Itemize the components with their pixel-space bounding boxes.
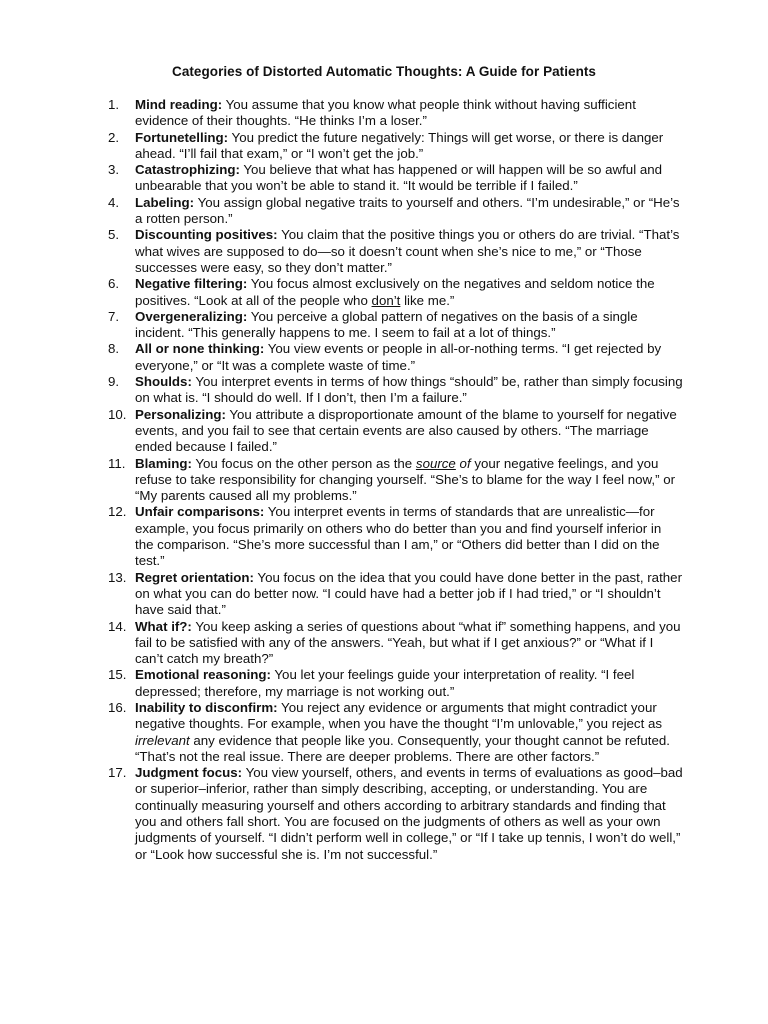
item-term: Personalizing: [135, 406, 226, 422]
document-title: Categories of Distorted Automatic Thoughts: A Guide for Patients [172, 64, 596, 79]
list-item: 17. Judgment focus: You view yourself, others, and events in terms of evaluations as good–bad or superior–inferior, rather than simply describing, accepting, or understanding. You are continually measuring yourself and others according to arbitrary standards and finding that you and others fall short. You are focused on the judgments of others as well as your own judgments of yourself. “I didn’t perform well in college,” or “If I take up tennis, I won’t do well,” or “Look how successful she is. I’m not successful.” [108, 765, 683, 862]
item-term: Catastrophizing: [135, 162, 240, 178]
list-item: 9. Shoulds: You interpret events in terms of how things “should” be, rather than simply focusing on what is. “I should do well. If I don’t, then I’m a failure.” [108, 374, 683, 406]
emphasis-underline: don’t [371, 292, 401, 308]
item-text: You predict the future negatively: Things will get worse, or there is danger ahead. “I’ll fail that exam,” or “I won’t get the job.” [135, 129, 664, 161]
list-item: 12. Unfair comparisons: You interpret events in terms of standards that are unrealistic—for example, you focus primarily on others who do better than you and find yourself inferior in the comparison. “She’s more successful than I am,” or “Others did better than I did on the test.” [108, 504, 662, 569]
item-text: You focus on the other person as the [195, 455, 413, 471]
item-text: You let your feelings guide your interpretation of reality. “I feel depressed; therefore, my marriage is not working out.” [135, 667, 635, 699]
list-item: 2. Fortunetelling: You predict the future negatively: Things will get worse, or there is danger ahead. “I’ll fail that exam,” or “I won’t get the job.” [108, 129, 664, 161]
item-term: Fortunetelling: [135, 129, 229, 145]
item-text: any evidence that people like you. Consequently, your thought cannot be refuted. “That’s not the real issue. There are deeper problems. There are other factors.” [135, 732, 670, 764]
list-item: 4. Labeling: You assign global negative traits to yourself and others. “I’m undesirable,” or “He’s a rotten person.” [108, 194, 680, 227]
emphasis-italic: of [459, 455, 471, 471]
list-item: 10. Personalizing: You attribute a disproportionate amount of the blame to yourself for negative events, and you fail to see that certain events are also caused by others. “The marriage ended because I failed.” [108, 406, 677, 455]
item-text: You focus on the idea that you could have done better in the past, rather on what you can do better now. “I could have had a better job if I had tried,” or “I shouldn’t have said that.” [135, 569, 682, 618]
item-text: like me.” [404, 292, 455, 308]
item-term: All or none thinking: [135, 341, 265, 357]
item-text: You claim that the positive things you or others do are trivial. “That’s what wives are supposed to do—so it doesn’t count when she’s nice to me,” or “Those successes were easy, so they don’t matter.” [135, 227, 680, 275]
item-text: You interpret events in terms of standards that are unrealistic—for example, you focus primarily on others who do better than you and find yourself inferior in the comparison. “She’s more successful than I am,” or “Others did better than I did on the test.” [135, 504, 662, 569]
list-item: 16. Inability to disconfirm: You reject any evidence or arguments that might contradict your negative thoughts. For example, when you have the thought “I’m unlovable,” you reject as irrelevant any evidence that people like you. Consequently, your thought cannot be refuted. “That’s not the real issue. There are deeper problems. There are other factors.” [108, 699, 670, 764]
item-term: What if?: [135, 618, 192, 634]
item-text: You interpret events in terms of how things “should” be, rather than simply focusing on what is. “I should do well. If I don’t, then I’m a failure.” [135, 374, 683, 406]
item-text: You view yourself, others, and events in terms of evaluations as good–bad or superior–inferior, rather than simply describing, accepting, or understanding. You are continually measuring yourself and others according to arbitrary standards and finding that you and others fall short. You are focused on the judgments of others as well as your own judgments of yourself. “I didn’t perform well in college,” or “If I take up tennis, I won’t do well,” or “Look how successful she is. I’m not successful.” [135, 765, 683, 862]
item-text: You believe that what has happened or will happen will be so awful and unbearable that you won’t be able to stand it. “It would be terrible if I failed.” [135, 162, 663, 194]
item-term: Overgeneralizing: [135, 308, 248, 324]
item-term: Negative filtering: [135, 276, 248, 292]
item-text: You assume that you know what people think without having sufficient evidence of their thoughts. “He thinks I’m a loser.” [135, 97, 636, 129]
item-term: Mind reading: [135, 97, 223, 112]
item-text: your negative feelings, and you refuse to take responsibility for changing yourself. “She’s to blame for the way I feel now,” or “My parents caused all my problems.” [135, 455, 676, 504]
item-text: You perceive a global pattern of negatives on the basis of a single incident. “This generally happens to me. I seem to fail at a lot of things.” [135, 308, 638, 341]
list-item: 8. All or none thinking: You view events or people in all-or-nothing terms. “I get rejected by everyone,” or “It was a complete waste of time.” [108, 341, 662, 373]
list-item: 14. What if?: You keep asking a series of questions about “what if” something happens, and you fail to be satisfied with any of the answers. “Yeah, but what if I get anxious?” or “What if I can’t catch my breath?” [108, 618, 681, 667]
item-term: Inability to disconfirm: [135, 699, 278, 715]
item-text: You attribute a disproportionate amount of the blame to yourself for negative events, and you fail to see that certain events are also caused by others. “The marriage ended because I failed.” [135, 406, 677, 455]
distortion-list [108, 97, 683, 863]
item-text: You assign global negative traits to yourself and others. “I’m undesirable,” or “He’s a rotten person.” [135, 194, 680, 227]
item-term: Regret orientation: [135, 569, 254, 585]
list-item: 15. Emotional reasoning: You let your feelings guide your interpretation of reality. “I feel depressed; therefore, my marriage is not working out.” [108, 667, 635, 699]
emphasis-underline-italic: source [415, 455, 456, 471]
item-term: Discounting positives: [135, 227, 278, 243]
list-item: 7. Overgeneralizing: You perceive a global pattern of negatives on the basis of a single incident. “This generally happens to me. I seem to fail at a lot of things.” [108, 308, 638, 341]
list-item: 5. Discounting positives: You claim that the positive things you or others do are trivial. “That’s what wives are supposed to do—so it doesn’t count when she’s nice to me,” or “Those successes were easy, so they don’t matter.” [108, 227, 680, 275]
item-text: You view events or people in all-or-nothing terms. “I get rejected by everyone,” or “It was a complete waste of time.” [135, 341, 662, 373]
item-term: Shoulds: [135, 374, 192, 390]
item-term: Blaming: [135, 455, 192, 471]
list-item: 13. Regret orientation: You focus on the idea that you could have done better in the past, rather on what you can do better now. “I could have had a better job if I had tried,” or “I shouldn’t have said that.” [108, 569, 682, 618]
item-term: Unfair comparisons: [135, 504, 265, 520]
list-item: 1. Mind reading: You assume that you know what people think without having sufficient evidence of their thoughts. “He thinks I’m a loser.” [108, 97, 636, 129]
item-term: Labeling: [135, 194, 195, 210]
item-text: You keep asking a series of questions about “what if” something happens, and you fail to be satisfied with any of the answers. “Yeah, but what if I get anxious?” or “What if I can’t catch my breath?” [135, 618, 681, 667]
list-item: 6. Negative filtering: You focus almost exclusively on the negatives and seldom notice the positives. “Look at all of the people who don’t like me.” [108, 276, 655, 308]
emphasis-italic: irrelevant [135, 732, 190, 748]
item-term: Emotional reasoning: [135, 667, 271, 683]
list-item: 11. Blaming: You focus on the other person as the source of your negative feelings, and you refuse to take responsibility for changing yourself. “She’s to blame for the way I feel now,” or “My parents caused all my problems.” [108, 455, 676, 504]
item-term: Judgment focus: [135, 765, 243, 781]
item-text: You focus almost exclusively on the negatives and seldom notice the positives. “Look at all of the people who [135, 276, 655, 308]
list-item: 3. Catastrophizing: You believe that what has happened or will happen will be so awful and unbearable that you won’t be able to stand it. “It would be terrible if I failed.” [108, 162, 663, 194]
item-text: You reject any evidence or arguments that might contradict your negative thoughts. For example, when you have the thought “I’m unlovable,” you reject as [135, 699, 663, 732]
